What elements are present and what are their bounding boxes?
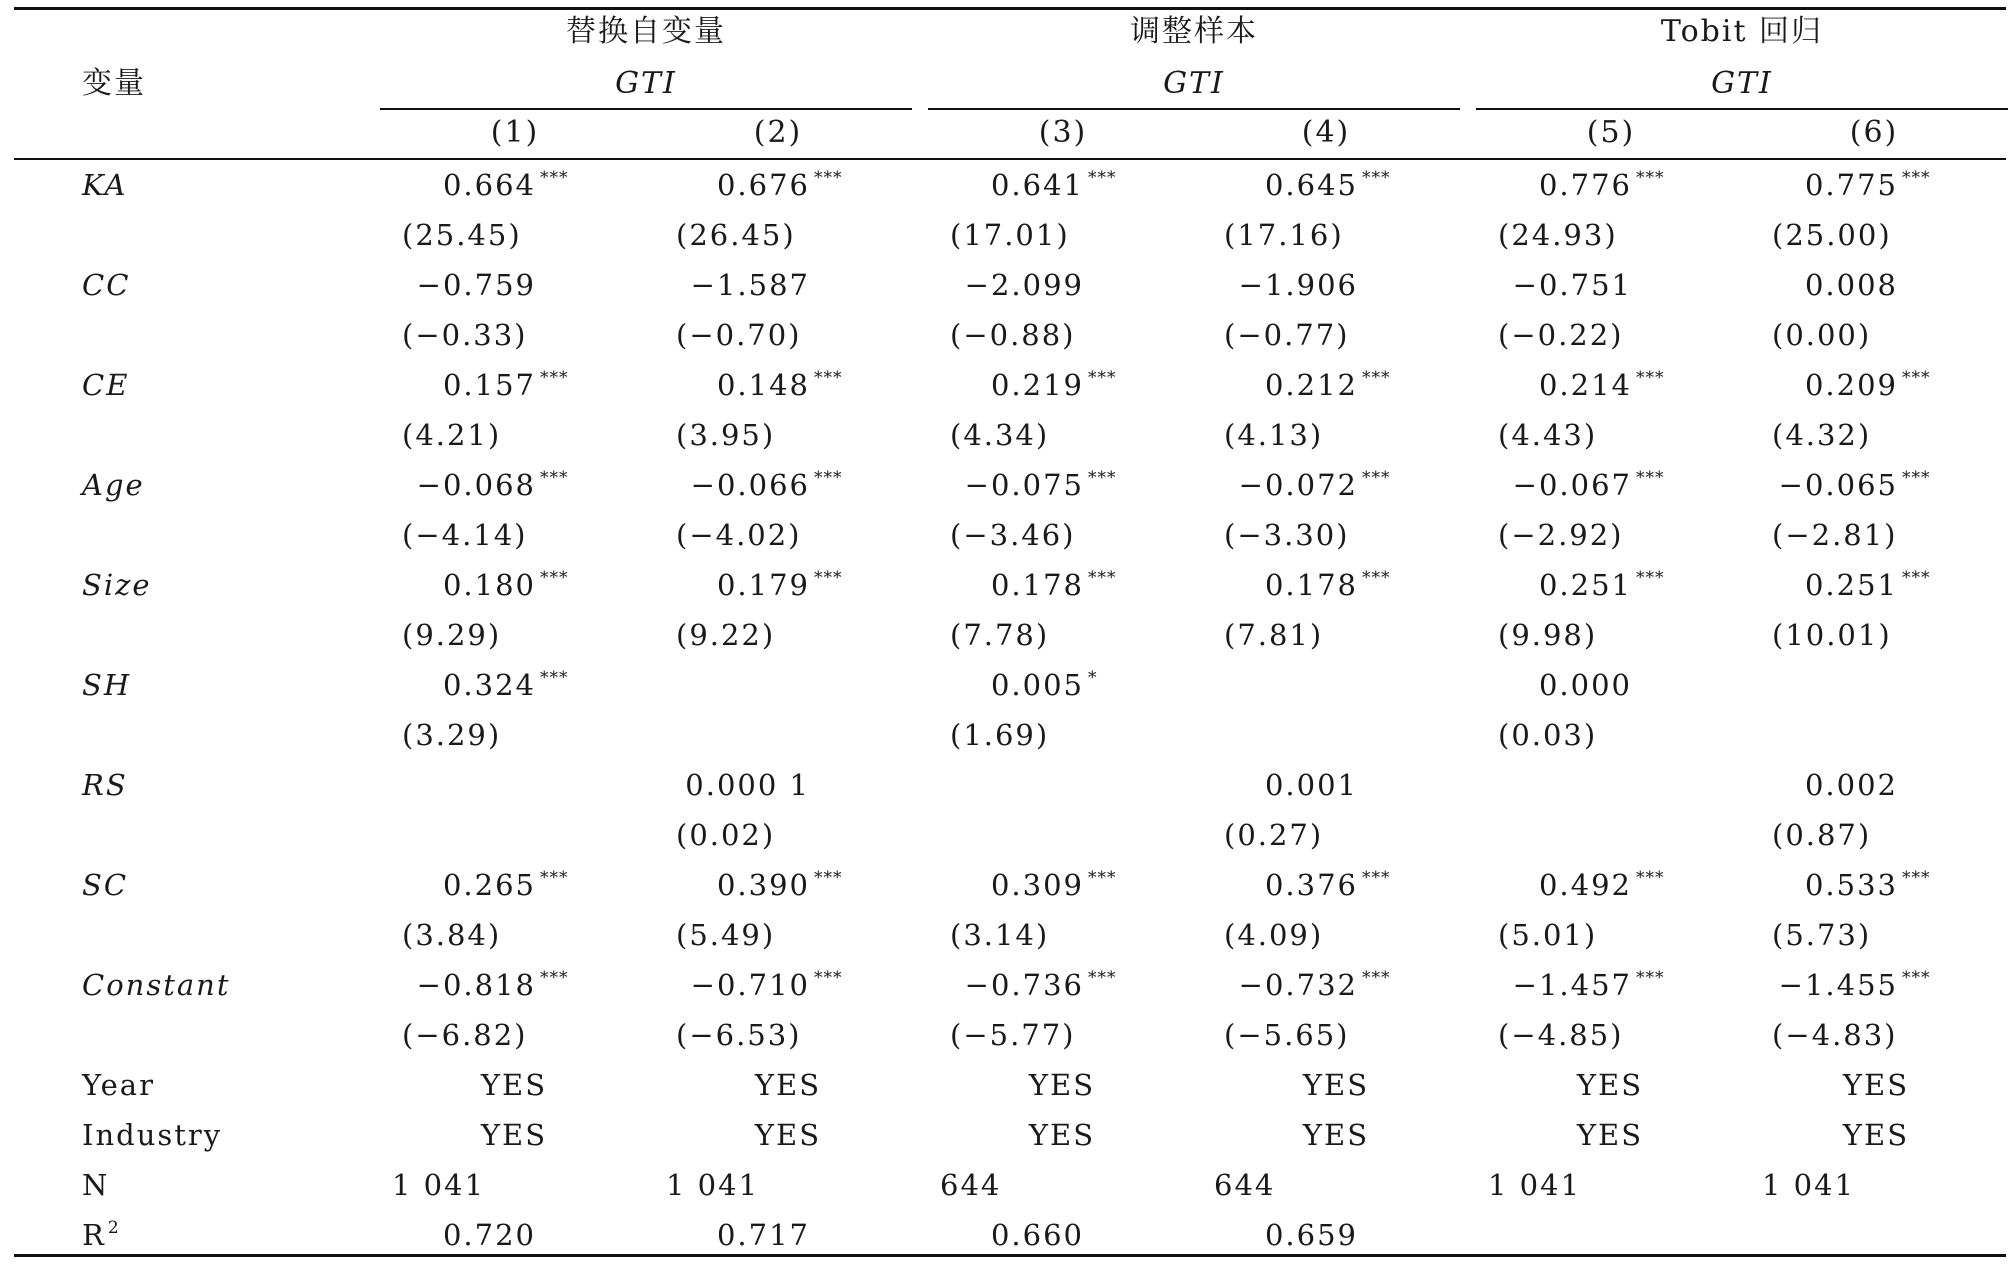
significance-stars: *** bbox=[814, 168, 843, 188]
significance-stars: *** bbox=[1902, 368, 1931, 388]
footer-value: 1 041 bbox=[392, 1168, 486, 1202]
coefficient-value: 0.664 bbox=[442, 168, 536, 202]
footer-value: YES bbox=[480, 1118, 548, 1152]
t-statistic: (4.43) bbox=[1498, 418, 1598, 452]
t-statistic: (0.00) bbox=[1772, 318, 1872, 352]
t-statistic: (0.27) bbox=[1224, 818, 1324, 852]
t-statistic: (−3.30) bbox=[1224, 518, 1350, 552]
coefficient-value: −0.068 bbox=[416, 468, 536, 502]
footer-value: 1 041 bbox=[1762, 1168, 1856, 1202]
t-statistic: (−0.77) bbox=[1224, 318, 1350, 352]
coefficient-value: 0.002 bbox=[1804, 768, 1898, 802]
variable-name: KA bbox=[82, 168, 128, 202]
coefficient-cell bbox=[0, 865, 1946, 910]
t-statistic: (−0.88) bbox=[950, 318, 1076, 352]
footer-label bbox=[82, 1115, 222, 1155]
column-header-4: (4) bbox=[1301, 115, 1351, 150]
footer-label bbox=[82, 1165, 109, 1205]
coefficient-value: −0.736 bbox=[964, 968, 1084, 1002]
group-subtitle-1: GTI bbox=[615, 66, 677, 101]
coefficient-value: 0.214 bbox=[1538, 368, 1632, 402]
significance-stars: *** bbox=[540, 568, 569, 588]
footer-value: YES bbox=[1302, 1068, 1370, 1102]
t-statistic: (25.45) bbox=[402, 218, 522, 252]
footer-value: YES bbox=[1576, 1118, 1644, 1152]
significance-stars: *** bbox=[1902, 868, 1931, 888]
significance-stars: *** bbox=[1362, 568, 1391, 588]
footer-label-text: Year bbox=[82, 1068, 155, 1102]
coefficient-value: 0.376 bbox=[1264, 868, 1358, 902]
significance-stars: *** bbox=[814, 468, 843, 488]
group-rule-3 bbox=[1476, 108, 2008, 110]
t-statistic: (3.29) bbox=[402, 718, 502, 752]
t-statistic: (9.98) bbox=[1498, 618, 1598, 652]
variable-name: SC bbox=[82, 868, 129, 902]
footer-label-text: N bbox=[82, 1168, 110, 1202]
significance-stars: *** bbox=[1362, 868, 1391, 888]
coefficient-value: 0.148 bbox=[716, 368, 810, 402]
footer-value: 644 bbox=[940, 1168, 1002, 1202]
coefficient-value: 0.492 bbox=[1538, 868, 1632, 902]
coefficient-value: 0.390 bbox=[716, 868, 810, 902]
coefficient-cell bbox=[0, 565, 1946, 610]
footer-value: YES bbox=[1028, 1118, 1096, 1152]
variable-name: Constant bbox=[82, 968, 231, 1002]
t-statistic: (4.32) bbox=[1772, 418, 1872, 452]
significance-stars: *** bbox=[1636, 368, 1665, 388]
coefficient-value: 0.209 bbox=[1804, 368, 1898, 402]
t-statistic: (5.01) bbox=[1498, 918, 1598, 952]
footer-value: YES bbox=[1028, 1068, 1096, 1102]
coefficient-cell bbox=[0, 165, 1946, 210]
footer-value: YES bbox=[754, 1118, 822, 1152]
significance-stars: *** bbox=[540, 368, 569, 388]
t-statistic: (25.00) bbox=[1772, 218, 1892, 252]
footer-value: YES bbox=[1302, 1118, 1370, 1152]
significance-stars: *** bbox=[814, 868, 843, 888]
t-statistic: (0.03) bbox=[1498, 718, 1598, 752]
t-statistic: (3.95) bbox=[676, 418, 776, 452]
significance-stars: * bbox=[1088, 668, 1098, 688]
group-rule-2 bbox=[928, 108, 1460, 110]
significance-stars: *** bbox=[1362, 968, 1391, 988]
group-title-3: Tobit 回归 bbox=[1660, 14, 1824, 49]
coefficient-cell bbox=[0, 765, 1946, 805]
t-statistic: (17.01) bbox=[950, 218, 1070, 252]
significance-stars: *** bbox=[540, 468, 569, 488]
significance-stars: *** bbox=[1636, 468, 1665, 488]
footer-value: YES bbox=[1842, 1118, 1910, 1152]
coefficient-value: 0.179 bbox=[716, 568, 810, 602]
coefficient-value: 0.676 bbox=[716, 168, 810, 202]
coefficient-cell bbox=[0, 965, 1946, 1010]
t-statistic: (1.69) bbox=[950, 718, 1050, 752]
t-statistic: (10.01) bbox=[1772, 618, 1892, 652]
t-statistic: (−4.85) bbox=[1498, 1018, 1624, 1052]
significance-stars: *** bbox=[540, 668, 569, 688]
column-header-3: (3) bbox=[1038, 115, 1088, 150]
group-subtitle-3: GTI bbox=[1711, 66, 1773, 101]
group-title-2: 调整样本 bbox=[1130, 14, 1258, 49]
t-statistic: (7.78) bbox=[950, 618, 1050, 652]
t-statistic: (−4.02) bbox=[676, 518, 802, 552]
top-rule bbox=[14, 7, 2006, 10]
significance-stars: *** bbox=[1636, 568, 1665, 588]
t-statistic: (0.87) bbox=[1772, 818, 1872, 852]
coefficient-value: −0.072 bbox=[1238, 468, 1358, 502]
group-rule-1 bbox=[380, 108, 912, 110]
t-statistic: (9.22) bbox=[676, 618, 776, 652]
footer-value: YES bbox=[1842, 1068, 1910, 1102]
variable-name: Size bbox=[82, 568, 152, 602]
significance-stars: *** bbox=[1636, 168, 1665, 188]
footer-label bbox=[82, 1065, 155, 1105]
footer-value: YES bbox=[480, 1068, 548, 1102]
coefficient-value: 0.001 bbox=[1264, 768, 1358, 802]
t-statistic: (−4.14) bbox=[402, 518, 528, 552]
significance-stars: *** bbox=[1902, 968, 1931, 988]
significance-stars: *** bbox=[1902, 468, 1931, 488]
t-statistic: (−0.33) bbox=[402, 318, 528, 352]
coefficient-value: 0.178 bbox=[990, 568, 1084, 602]
significance-stars: *** bbox=[1088, 868, 1117, 888]
t-statistic: (−5.77) bbox=[950, 1018, 1076, 1052]
coefficient-cell bbox=[0, 265, 1946, 305]
t-statistic: (9.29) bbox=[402, 618, 502, 652]
t-statistic: (−5.65) bbox=[1224, 1018, 1350, 1052]
t-statistic: (26.45) bbox=[676, 218, 796, 252]
footer-value: 0.660 bbox=[990, 1218, 1084, 1252]
column-header-5: (5) bbox=[1586, 115, 1636, 150]
coefficient-value: −0.751 bbox=[1512, 268, 1632, 302]
significance-stars: *** bbox=[814, 368, 843, 388]
coefficient-cell bbox=[0, 365, 1946, 410]
t-statistic: (−2.81) bbox=[1772, 518, 1898, 552]
significance-stars: *** bbox=[1088, 468, 1117, 488]
significance-stars: *** bbox=[540, 168, 569, 188]
variable-header: 变量 bbox=[82, 66, 146, 101]
significance-stars: *** bbox=[814, 968, 843, 988]
coefficient-value: 0.219 bbox=[990, 368, 1084, 402]
t-statistic: (4.34) bbox=[950, 418, 1050, 452]
coefficient-value: −0.818 bbox=[416, 968, 536, 1002]
t-statistic: (−6.82) bbox=[402, 1018, 528, 1052]
group-subtitle-2: GTI bbox=[1163, 66, 1225, 101]
significance-stars: *** bbox=[1902, 568, 1931, 588]
coefficient-value: 0.212 bbox=[1264, 368, 1358, 402]
coefficient-value: 0.180 bbox=[442, 568, 536, 602]
coefficient-value: 0.776 bbox=[1538, 168, 1632, 202]
coefficient-value: 0.775 bbox=[1804, 168, 1898, 202]
significance-stars: *** bbox=[540, 968, 569, 988]
coefficient-value: −1.587 bbox=[690, 268, 810, 302]
significance-stars: *** bbox=[1362, 368, 1391, 388]
t-statistic: (4.09) bbox=[1224, 918, 1324, 952]
t-statistic: (4.21) bbox=[402, 418, 502, 452]
coefficient-value: 0.251 bbox=[1804, 568, 1898, 602]
variable-name: CE bbox=[82, 368, 130, 402]
column-header-6: (6) bbox=[1849, 115, 1899, 150]
significance-stars: *** bbox=[1902, 168, 1931, 188]
column-header-2: (2) bbox=[753, 115, 803, 150]
t-statistic: (−2.92) bbox=[1498, 518, 1624, 552]
coefficient-value: −1.455 bbox=[1778, 968, 1898, 1002]
coefficient-value: −1.906 bbox=[1238, 268, 1358, 302]
significance-stars: *** bbox=[1362, 468, 1391, 488]
t-statistic: (−0.70) bbox=[676, 318, 802, 352]
t-statistic: (−3.46) bbox=[950, 518, 1076, 552]
coefficient-value: 0.000 1 bbox=[685, 768, 810, 802]
coefficient-value: −2.099 bbox=[964, 268, 1084, 302]
significance-stars: *** bbox=[540, 868, 569, 888]
significance-stars: *** bbox=[1088, 568, 1117, 588]
significance-stars: *** bbox=[1636, 968, 1665, 988]
coefficient-value: 0.157 bbox=[442, 368, 536, 402]
coefficient-value: 0.008 bbox=[1804, 268, 1898, 302]
footer-label-text: R bbox=[82, 1218, 106, 1252]
t-statistic: (3.14) bbox=[950, 918, 1050, 952]
group-title-1: 替换自变量 bbox=[566, 14, 726, 49]
coefficient-value: 0.309 bbox=[990, 868, 1084, 902]
footer-value: 1 041 bbox=[1488, 1168, 1582, 1202]
footer-value: YES bbox=[754, 1068, 822, 1102]
coefficient-value: 0.641 bbox=[990, 168, 1084, 202]
significance-stars: *** bbox=[1636, 868, 1665, 888]
coefficient-value: 0.005 bbox=[990, 668, 1084, 702]
footer-value: 0.720 bbox=[442, 1218, 536, 1252]
significance-stars: *** bbox=[1088, 368, 1117, 388]
t-statistic: (17.16) bbox=[1224, 218, 1344, 252]
coefficient-value: 0.533 bbox=[1804, 868, 1898, 902]
header-rule bbox=[14, 158, 2006, 160]
significance-stars: *** bbox=[814, 568, 843, 588]
coefficient-value: −0.710 bbox=[690, 968, 810, 1002]
coefficient-value: 0.645 bbox=[1264, 168, 1358, 202]
coefficient-value: −0.067 bbox=[1512, 468, 1632, 502]
coefficient-value: −0.066 bbox=[690, 468, 810, 502]
coefficient-value: −0.075 bbox=[964, 468, 1084, 502]
significance-stars: *** bbox=[1362, 168, 1391, 188]
t-statistic: (5.73) bbox=[1772, 918, 1872, 952]
coefficient-cell bbox=[0, 665, 1680, 705]
variable-name: CC bbox=[82, 268, 131, 302]
footer-value: 0.717 bbox=[716, 1218, 810, 1252]
coefficient-value: 0.000 bbox=[1538, 668, 1632, 702]
coefficient-value: −1.457 bbox=[1512, 968, 1632, 1002]
t-statistic: (24.93) bbox=[1498, 218, 1618, 252]
variable-name: SH bbox=[82, 668, 132, 702]
significance-stars: *** bbox=[1088, 968, 1117, 988]
footer-value: 644 bbox=[1214, 1168, 1276, 1202]
coefficient-value: 0.251 bbox=[1538, 568, 1632, 602]
coefficient-value: 0.324 bbox=[442, 668, 536, 702]
footer-value: YES bbox=[1576, 1068, 1644, 1102]
coefficient-value: 0.265 bbox=[442, 868, 536, 902]
t-statistic: (7.81) bbox=[1224, 618, 1324, 652]
t-statistic: (3.84) bbox=[402, 918, 502, 952]
column-header-1: (1) bbox=[490, 115, 540, 150]
coefficient-cell bbox=[0, 465, 1946, 510]
coefficient-value: 0.178 bbox=[1264, 568, 1358, 602]
footer-label-text: Industry bbox=[82, 1118, 223, 1152]
t-statistic: (4.13) bbox=[1224, 418, 1324, 452]
t-statistic: (−4.83) bbox=[1772, 1018, 1898, 1052]
variable-name: Age bbox=[82, 468, 145, 502]
variable-name: RS bbox=[82, 768, 128, 802]
significance-stars: *** bbox=[1088, 168, 1117, 188]
t-statistic: (0.02) bbox=[676, 818, 776, 852]
t-statistic: (5.49) bbox=[676, 918, 776, 952]
coefficient-value: −0.759 bbox=[416, 268, 536, 302]
coefficient-value: −0.065 bbox=[1778, 468, 1898, 502]
t-statistic: (−6.53) bbox=[676, 1018, 802, 1052]
footer-value: 1 041 bbox=[666, 1168, 760, 1202]
superscript: 2 bbox=[107, 1218, 121, 1238]
t-statistic: (−0.22) bbox=[1498, 318, 1624, 352]
coefficient-value: −0.732 bbox=[1238, 968, 1358, 1002]
footer-value: 0.659 bbox=[1264, 1218, 1358, 1252]
